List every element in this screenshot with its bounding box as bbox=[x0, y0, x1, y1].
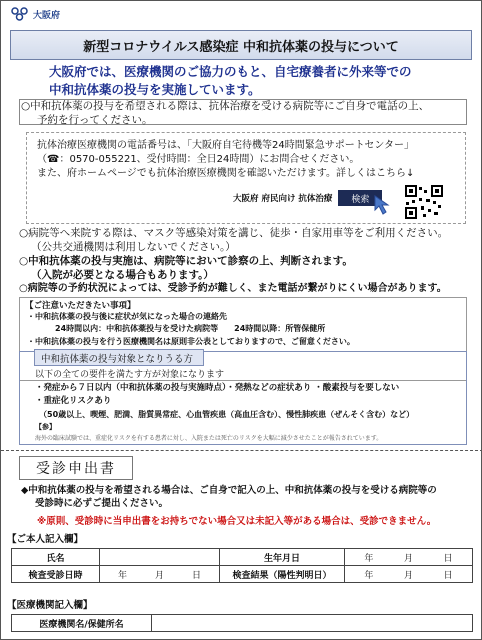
page-title: 新型コロナウイルス感染症 中和抗体薬の投与について bbox=[10, 30, 472, 60]
item2-line-1: ○病院等へ来院する際は、マスク等感染対策を講じ、徒歩・自家用車等をご利用ください。 bbox=[19, 227, 449, 239]
item1-line-1: ○中和抗体薬の投与を希望される際は、抗体治療を受ける病院等にご自身で電話の上、 bbox=[21, 100, 430, 112]
eligibility-line-3: ・重症化リスクあり bbox=[35, 396, 112, 406]
name-label: 氏名 bbox=[12, 549, 100, 566]
notes-line-1: ・中和抗体薬の投与後に症状が気になった場合の連絡先 bbox=[27, 312, 227, 321]
eligibility-line-2: ・発症から７日以内（中和抗体薬の投与実施時点）・発熱などの症状あり ・酸素投与を要しない bbox=[35, 383, 400, 393]
clinic-field[interactable] bbox=[152, 615, 473, 632]
form-line-2: 受診時に必ずご提出ください。 bbox=[35, 498, 169, 509]
contact-line-3: また、府ホームページでも抗体治療医療機関を確認いただけます。詳しくはこちら↓ bbox=[37, 168, 415, 179]
self-entry-table bbox=[11, 548, 473, 583]
clinic-label: 医療機関名/保健所名 bbox=[12, 615, 152, 632]
eligibility-line-6: 海外の臨床試験では、重症化リスクを有する患者に対し、入院または死亡のリスクを大幅に減少させたことが報告されています。 bbox=[35, 435, 383, 442]
clinic-entry-table bbox=[11, 614, 473, 632]
search-bar bbox=[233, 190, 382, 206]
eligibility-line-4: （50歳以上、喫煙、肥満、脂質異常症、心血管疾患（高血圧含む）、慢性肺疾患（ぜんそく含む）など） bbox=[39, 410, 415, 419]
cursor-arrow-icon bbox=[373, 194, 395, 216]
month-unit: 月 bbox=[403, 570, 413, 581]
contact-line-2: （☎：0570-055221、受付時間：全日24時間）にお問合せください。 bbox=[37, 154, 360, 165]
day-unit: 日 bbox=[443, 570, 453, 581]
year-unit: 年 bbox=[364, 553, 374, 564]
year-unit: 年 bbox=[117, 570, 127, 581]
qr-code-icon[interactable] bbox=[404, 184, 444, 220]
exam-date-label: 検査受診日時 bbox=[12, 566, 100, 583]
eligibility-line-1: 以下の全ての要件を満たす方が対象になります bbox=[35, 370, 225, 380]
exam-date-field[interactable] bbox=[100, 566, 220, 583]
form-title: 受診申出書 bbox=[19, 456, 133, 480]
day-unit: 日 bbox=[191, 570, 201, 581]
item2-line-2: （公共交通機関は利用しないでください。） bbox=[31, 241, 236, 253]
table-row bbox=[12, 615, 473, 632]
notes-title: 【ご注意いただきたい事項】 bbox=[25, 301, 136, 311]
contact-text bbox=[37, 139, 462, 181]
section-self: 【ご本人記入欄】 bbox=[7, 534, 84, 545]
lead-line-1: 大阪府では、医療機関のご協力のもと、自宅療養者に外来等での bbox=[49, 64, 412, 79]
eligibility-line-5: 【参】 bbox=[35, 423, 56, 431]
lead-text bbox=[21, 63, 466, 99]
eligibility-tag: 中和抗体薬の投与対象となりうる方 bbox=[34, 349, 204, 366]
item3-line-1: ○中和抗体薬の投与実施は、病院等において診察の上、判断されます。 bbox=[19, 255, 353, 267]
org-name: 大阪府 bbox=[33, 10, 61, 21]
section-clinic: 【医療機関記入欄】 bbox=[7, 600, 93, 611]
form-line-1: ◆中和抗体薬の投与を希望される場合は、ご自身で記入の上、中和抗体薬の投与を受ける病院等の bbox=[21, 485, 437, 496]
name-field[interactable] bbox=[100, 549, 220, 566]
result-field[interactable] bbox=[345, 566, 473, 583]
month-unit: 月 bbox=[403, 553, 413, 564]
dob-label: 生年月日 bbox=[220, 549, 345, 566]
osaka-logo-icon bbox=[11, 7, 29, 21]
search-keywords: 大阪府 府民向け 抗体治療 bbox=[233, 194, 333, 204]
lead-line-2: 中和抗体薬の投与を実施しています。 bbox=[49, 82, 261, 97]
notes-line-2: 24時間以内：中和抗体薬投与を受けた病院等 24時間以降：所管保健所 bbox=[55, 324, 326, 333]
item1-line-2: 予約を行ってください。 bbox=[37, 114, 153, 126]
search-button[interactable]: 検索 bbox=[338, 190, 382, 206]
table-row bbox=[12, 549, 473, 566]
table-row bbox=[12, 566, 473, 583]
header-logo bbox=[11, 7, 60, 21]
day-unit: 日 bbox=[443, 553, 453, 564]
cut-line bbox=[1, 450, 482, 451]
contact-line-1: 抗体治療医療機関の電話番号は、「大阪府自宅待機等24時間緊急サポートセンター」 bbox=[37, 140, 415, 151]
dob-field[interactable] bbox=[345, 549, 473, 566]
item3-line-2: （入院が必要となる場合もあります。） bbox=[31, 269, 214, 281]
result-label: 検査結果（陽性判明日） bbox=[220, 566, 345, 583]
item4-line-1: ○病院等の予約状況によっては、受診予約が難しく、また電話が繋がりにくい場合があります。 bbox=[19, 283, 447, 294]
form-warning: ※原則、受診時に当申出書をお持ちでない場合又は未記入等がある場合は、受診できません。 bbox=[37, 516, 437, 527]
notes-line-3: ・中和抗体薬の投与を行う医療機関名は原則非公表としておりますので、ご留意ください。 bbox=[27, 337, 355, 346]
month-unit: 月 bbox=[154, 570, 164, 581]
year-unit: 年 bbox=[364, 570, 374, 581]
